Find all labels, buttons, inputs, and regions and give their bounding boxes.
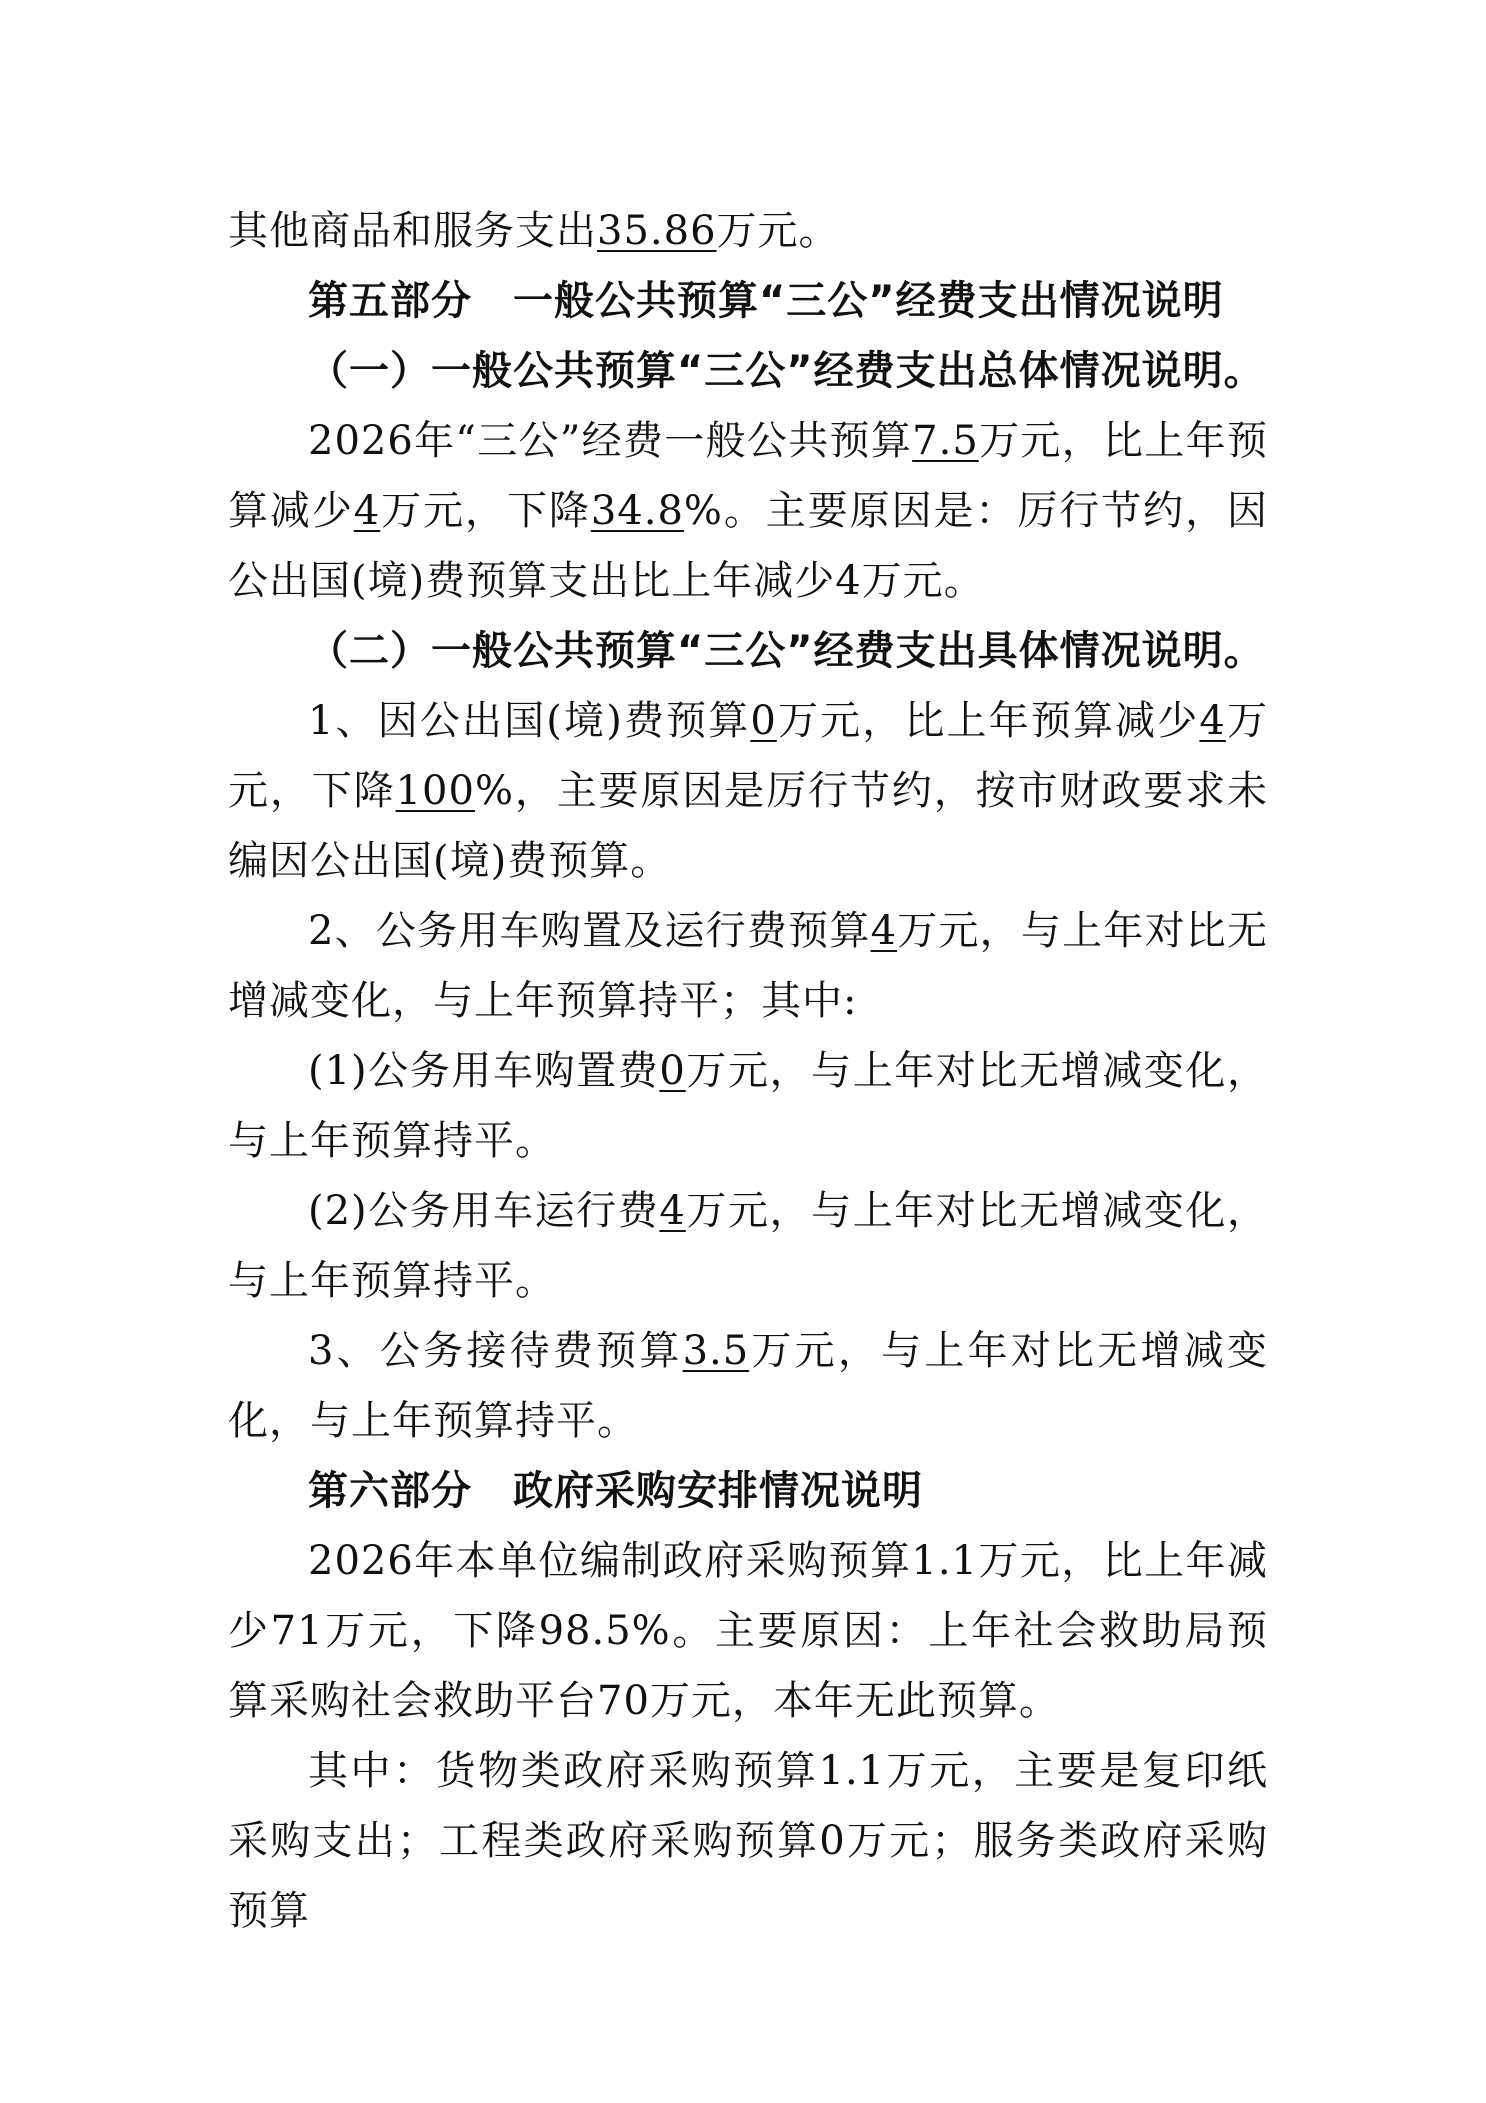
underlined-value: 3.5 [682,1328,750,1374]
body-paragraph [228,1736,1268,1946]
section-heading [228,616,1268,686]
text-run: %。主要原因是：厉行节约，因公出国(境)费预算支出比上年减少4万元。 [228,488,1269,604]
underlined-value: 34.8 [590,488,684,534]
body-paragraph [228,1036,1268,1176]
underlined-value: 7.5 [912,418,979,464]
body-paragraph [228,406,1268,616]
underlined-value: 4 [659,1188,686,1234]
text-run: 万元，与上年对比无增减变化，与上年预算持平。 [228,1328,1268,1444]
text-run: 万元，与上年对比无增减变化，与上年预算持平；其中: [228,908,1269,1024]
text-run: （一）一般公共预算“三公”经费支出总体情况说明。 [308,348,1265,394]
underlined-value: 4 [353,488,381,534]
body-paragraph [228,1316,1268,1456]
text-run: 其中：货物类政府采购预算1.1万元，主要是复印纸采购支出；工程类政府采购预算0万元；服务类政府采购预算 [228,1748,1268,1934]
underlined-value: 0 [659,1048,686,1094]
text-run: 2026年“三公”经费一般公共预算 [308,418,913,464]
text-run: 万元，与上年对比无增减变化，与上年预算持平。 [228,1048,1268,1164]
body-paragraph [228,896,1268,1036]
underlined-value: 35.86 [597,208,717,254]
text-run: 1、因公出国(境)费预算 [308,698,751,744]
document-body [228,196,1268,1946]
text-run: (1)公务用车购置费 [308,1048,660,1094]
body-paragraph [228,1176,1268,1316]
text-run: %，主要原因是厉行节约，按市财政要求未编因公出国(境)费预算。 [228,768,1269,884]
text-run: (2)公务用车运行费 [308,1188,660,1234]
section-heading [228,1456,1268,1526]
body-paragraph [228,686,1268,896]
text-run: 3、公务接待费预算 [308,1328,683,1374]
underlined-value: 0 [750,698,777,744]
body-paragraph [228,196,1268,266]
underlined-value: 100 [395,768,475,814]
text-run: 万元，比上年预算减少 [228,418,1269,534]
text-run: 万元，下降 [380,488,591,534]
text-run: 其他商品和服务支出 [228,208,597,254]
text-run: 万元。 [716,208,840,254]
body-paragraph [228,1526,1268,1736]
text-run: 2026年本单位编制政府采购预算1.1万元，比上年减少71万元，下降98.5%。主要原因：上年社会救助局预算采购社会救助平台70万元，本年无此预算。 [228,1538,1268,1724]
section-heading [228,266,1268,336]
text-run: 2、公务用车购置及运行费预算 [308,908,871,954]
text-run: 万元，下降 [228,698,1269,814]
text-run: 万元，比上年预算减少 [776,698,1200,744]
text-run: 万元，与上年对比无增减变化，与上年预算持平。 [228,1188,1268,1304]
text-run: （二）一般公共预算“三公”经费支出具体情况说明。 [308,628,1265,674]
text-run: 第六部分 政府采购安排情况说明 [308,1468,923,1514]
section-heading [228,336,1268,406]
text-run: 第五部分 一般公共预算“三公”经费支出情况说明 [308,278,1224,324]
underlined-value: 4 [1199,698,1226,744]
underlined-value: 4 [870,908,898,954]
